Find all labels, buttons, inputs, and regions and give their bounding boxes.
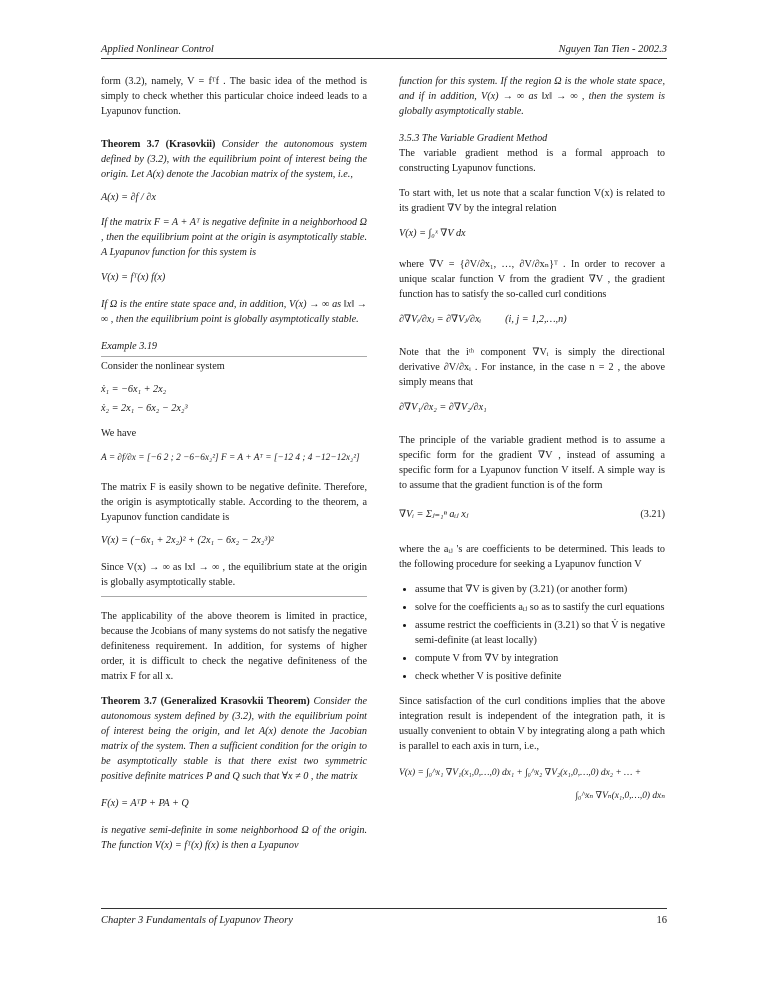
closing-paragraph: is negative semi-definite in some neighborhood Ω of the origin. The function V(x) = fᵀ(x) f(x) is then a Lyapunov: [101, 825, 367, 851]
negative-definite-paragraph: The matrix F is easily shown to be negative definite. Therefore, the origin is asymptotically stable. According to the theorem, a Lyapunov function candidate is: [101, 482, 367, 523]
path-integral-line-1: V(x) = ∫₀^x₁ ∇V₁(x₁,0,…,0) dx₁ + ∫₀^x₂ ∇V₂(x₁,0,…,0) dx₂ + … +: [399, 768, 642, 778]
theorem-generalized: [101, 694, 367, 784]
theorem-title: Theorem 3.7 (Krasovkii): [101, 139, 216, 150]
right-column: [399, 74, 665, 804]
theorem-body: Consider the autonomous system defined by (3.2), with the equilibrium point of interest being the origin. Let A(x) denote the Jacobian matrix of the system, i.e.,: [101, 139, 368, 180]
since-paragraph: Since V(x) → ∞ as ‖x‖ → ∞ , the equilibrium state at the origin is globally asymptotically stable.: [101, 562, 367, 588]
global-stability-condition: If Ω is the entire state space and, in addition, V(x) → ∞ as ‖x‖ → ∞ , then the equilibrium point is globally asymptotically stable.: [101, 299, 367, 325]
example-heading: Example 3.19: [101, 341, 158, 352]
page-footer: [101, 908, 667, 928]
theorem-krasovkii: [101, 137, 367, 182]
continued-theorem: function for this system. If the region Ω is the whole state space, and if in addition, V(x) → ∞ as ‖x‖ → ∞ , then the system is globally asymptotically stable.: [399, 76, 665, 117]
list-item: • solve for the coefficients aᵢⱼ so as to sastify the curl equations: [415, 600, 665, 615]
system-equation-2: ẋ₂ = 2x₁ − 6x₂ − 2x₂³: [101, 403, 188, 414]
equation-number: (3.21): [640, 509, 665, 520]
left-column: [101, 74, 367, 853]
theorem-continuation: If the matrix F = A + Aᵀ is negative definite in a neighborhood Ω , then the equilibrium point at the origin is asymptotically stable. A Lyapunov function for this system is: [101, 217, 367, 258]
list-item: • assume restrict the coefficients in (3.21) so that V̇ is negative semi-definite (at least locally): [415, 618, 665, 648]
footer-chapter: Chapter 3 Fundamentals of Lyapunov Theory: [101, 915, 293, 926]
gradient-form-equation: ∇Vᵢ = Σⱼ₌₁ⁿ aᵢⱼ xⱼ: [399, 509, 469, 520]
principle-paragraph: The principle of the variable gradient method is to assume a specific form for the gradient ∇V , instead of assuming a specific form for a Lyapunov function V itself. A simple way is to assume that the gradient function is of the form: [399, 435, 665, 491]
path-integral-line-2: ∫₀^xₙ ∇Vₙ(x₁,0,…,0) dxₙ: [575, 791, 665, 801]
integration-path-paragraph: Since satisfaction of the curl conditions implies that the above integration result is independent of the integration path, it is usually convenient to obtain V by integrating along a path which is parallel to each axis in turn, i.e.,: [399, 696, 665, 752]
gradient-relation-paragraph: To start with, let us note that a scalar function V(x) is related to its gradient ∇V by the integral relation: [399, 188, 665, 214]
lyapunov-equation: V(x) = fᵀ(x) f(x): [101, 272, 166, 283]
example-intro: Consider the nonlinear system: [101, 361, 225, 372]
header-author: Nguyen Tan Tien - 2002.3: [558, 44, 667, 55]
jacobian-equation: A(x) = ∂f / ∂x: [101, 192, 156, 203]
gradient-form-row: [399, 507, 665, 522]
curl-indices: (i, j = 1,2,…,n): [505, 314, 567, 325]
list-item: • compute V from ∇V by integration: [415, 651, 665, 666]
section-heading: 3.5.3 The Variable Gradient Method: [399, 133, 548, 144]
curl-equation-row: [399, 312, 665, 327]
candidate-equation: V(x) = (−6x₁ + 2x₂)² + (2x₁ − 6x₂ − 2x₂³)²: [101, 535, 274, 546]
header-book-title: Applied Nonlinear Control: [101, 44, 214, 55]
list-item: • check whether V is positive definite: [415, 669, 665, 684]
applicability-paragraph: The applicability of the above theorem is limited in practice, because the Jcobians of many systems do not satisfy the negative definiteness requirement. In addition, for systems of higher order, it is difficult to check the negative definiteness of the matrix F for all x.: [101, 611, 367, 682]
system-equation-1: ẋ₁ = −6x₁ + 2x₂: [101, 384, 167, 395]
example-rule: [101, 356, 367, 357]
coefficients-paragraph: where the aᵢⱼ 's are coefficients to be determined. This leads to the following procedure for seeking a Lyapunov function V: [399, 544, 665, 570]
intro-paragraph: form (3.2), namely, V = fᵀf . The basic idea of the method is simply to check whether this particular choice indeed leads to a Lyapunov function.: [101, 76, 367, 117]
theorem-generalized-title: Theorem 3.7 (Generalized Krasovkii Theorem): [101, 696, 310, 707]
integral-equation: V(x) = ∫₀ˣ ∇V dx: [399, 228, 466, 239]
directional-derivative-paragraph: Note that the iᵗʰ component ∇Vᵢ is simply the directional derivative ∂V/∂xᵢ . For instance, in the case n = 2 , the above simply means that: [399, 347, 665, 388]
jacobian-matrices: A = ∂f/∂x = [−6 2 ; 2 −6−6x₂²] F = A + Aᵀ = [−12 4 ; 4 −12−12x₂²]: [101, 453, 360, 463]
page-header: [101, 42, 667, 59]
section-rule: [101, 596, 367, 597]
page-number: 16: [656, 915, 667, 926]
f-matrix-equation: F(x) = AᵀP + PA + Q: [101, 798, 189, 809]
curl-equation-n2: ∂∇V₁/∂x₂ = ∂∇V₂/∂x₁: [399, 402, 487, 413]
procedure-list: [399, 582, 665, 684]
list-item: • assume that ∇V is given by (3.21) (or another form): [415, 582, 665, 597]
curl-paragraph: where ∇V = {∂V/∂x₁, …, ∂V/∂xₙ}ᵀ . In order to recover a unique scalar function V from the gradient ∇V , the gradient function has to satisfy the so-called curl conditions: [399, 259, 665, 300]
section-intro: The variable gradient method is a formal approach to constructing Lyapunov functions.: [399, 148, 665, 174]
curl-equation: ∂∇Vᵢ/∂xⱼ = ∂∇Vⱼ/∂xᵢ: [399, 314, 482, 325]
we-have-text: We have: [101, 428, 137, 439]
theorem-generalized-body: Consider the autonomous system defined by (3.2), with the equilibrium point of interest being the origin, and let A(x) denote the Jacobian matrix of the system. Then a sufficient condition for the origin to be asymptotically stable is that there exist two symmetric positive definite matrices P and Q such that ∀x ≠ 0 , the matrix: [101, 696, 367, 782]
